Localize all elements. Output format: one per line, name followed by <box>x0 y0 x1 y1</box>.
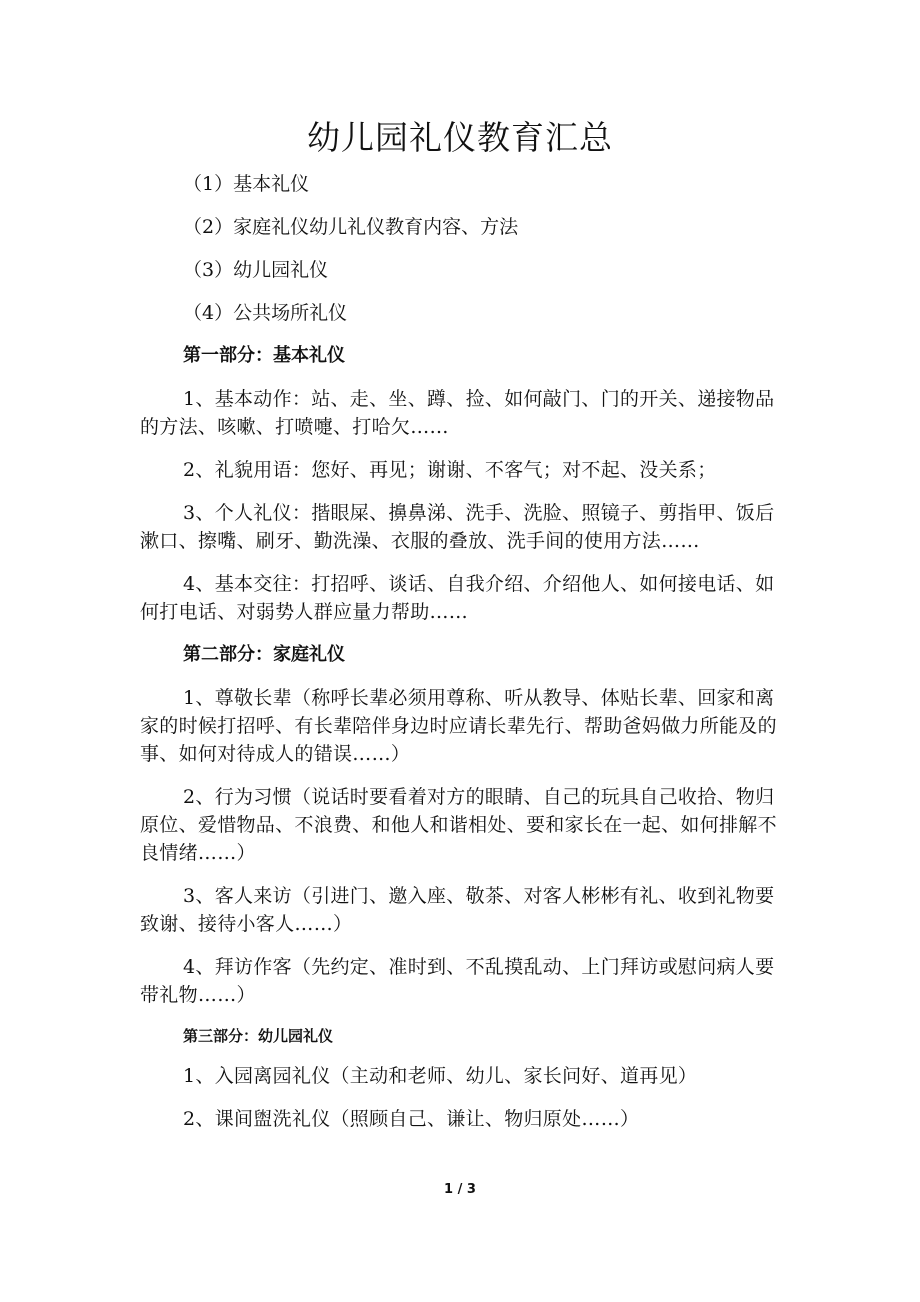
paragraph: 1、尊敬长辈（称呼长辈必须用尊称、听从教导、体贴长辈、回家和离家的时候打招呼、有长辈陪伴身边时应请长辈先行、帮助爸妈做力所能及的事、如何对待成人的错误……） <box>140 687 777 765</box>
toc-item: （1）基本礼仪 <box>183 173 310 195</box>
document-body <box>140 170 788 1148</box>
page-number: 1 / 3 <box>444 1182 476 1197</box>
paragraph: 4、拜访作客（先约定、准时到、不乱摸乱动、上门拜访或慰问病人要带礼物……） <box>140 956 775 1006</box>
toc-item: （2）家庭礼仪幼儿礼仪教育内容、方法 <box>183 216 519 238</box>
toc-item: （3）幼儿园礼仪 <box>183 259 329 281</box>
section-heading-part2: 第二部分：家庭礼仪 <box>183 644 345 665</box>
paragraph: 3、客人来访（引进门、邀入座、敬茶、对客人彬彬有礼、收到礼物要致谢、接待小客人……） <box>140 885 775 935</box>
section-heading-part1: 第一部分：基本礼仪 <box>183 345 345 366</box>
paragraph: 4、基本交往：打招呼、谈话、自我介绍、介绍他人、如何接电话、如何打电话、对弱势人群应量力帮助…… <box>140 573 775 623</box>
section-heading-part3: 第三部分：幼儿园礼仪 <box>183 1027 334 1045</box>
toc-item: （4）公共场所礼仪 <box>183 302 348 324</box>
paragraph: 2、课间盥洗礼仪（照顾自己、谦让、物归原处……） <box>183 1108 640 1130</box>
paragraph: 3、个人礼仪：揩眼屎、擤鼻涕、洗手、洗脸、照镜子、剪指甲、饭后漱口、擦嘴、刷牙、勤洗澡、衣服的叠放、洗手间的使用方法…… <box>140 502 775 552</box>
paragraph: 1、入园离园礼仪（主动和老师、幼儿、家长问好、道再见） <box>183 1065 698 1087</box>
paragraph: 1、基本动作：站、走、坐、蹲、捡、如何敲门、门的开关、递接物品的方法、咳嗽、打喷嚏、打哈欠…… <box>140 388 775 438</box>
paragraph: 2、行为习惯（说话时要看着对方的眼睛、自己的玩具自己收拾、物归原位、爱惜物品、不浪费、和他人和谐相处、要和家长在一起、如何排解不良情绪……） <box>140 786 777 864</box>
paragraph: 2、礼貌用语：您好、再见；谢谢、不客气；对不起、没关系； <box>183 459 717 481</box>
document-title: 幼儿园礼仪教育汇总 <box>307 118 613 157</box>
